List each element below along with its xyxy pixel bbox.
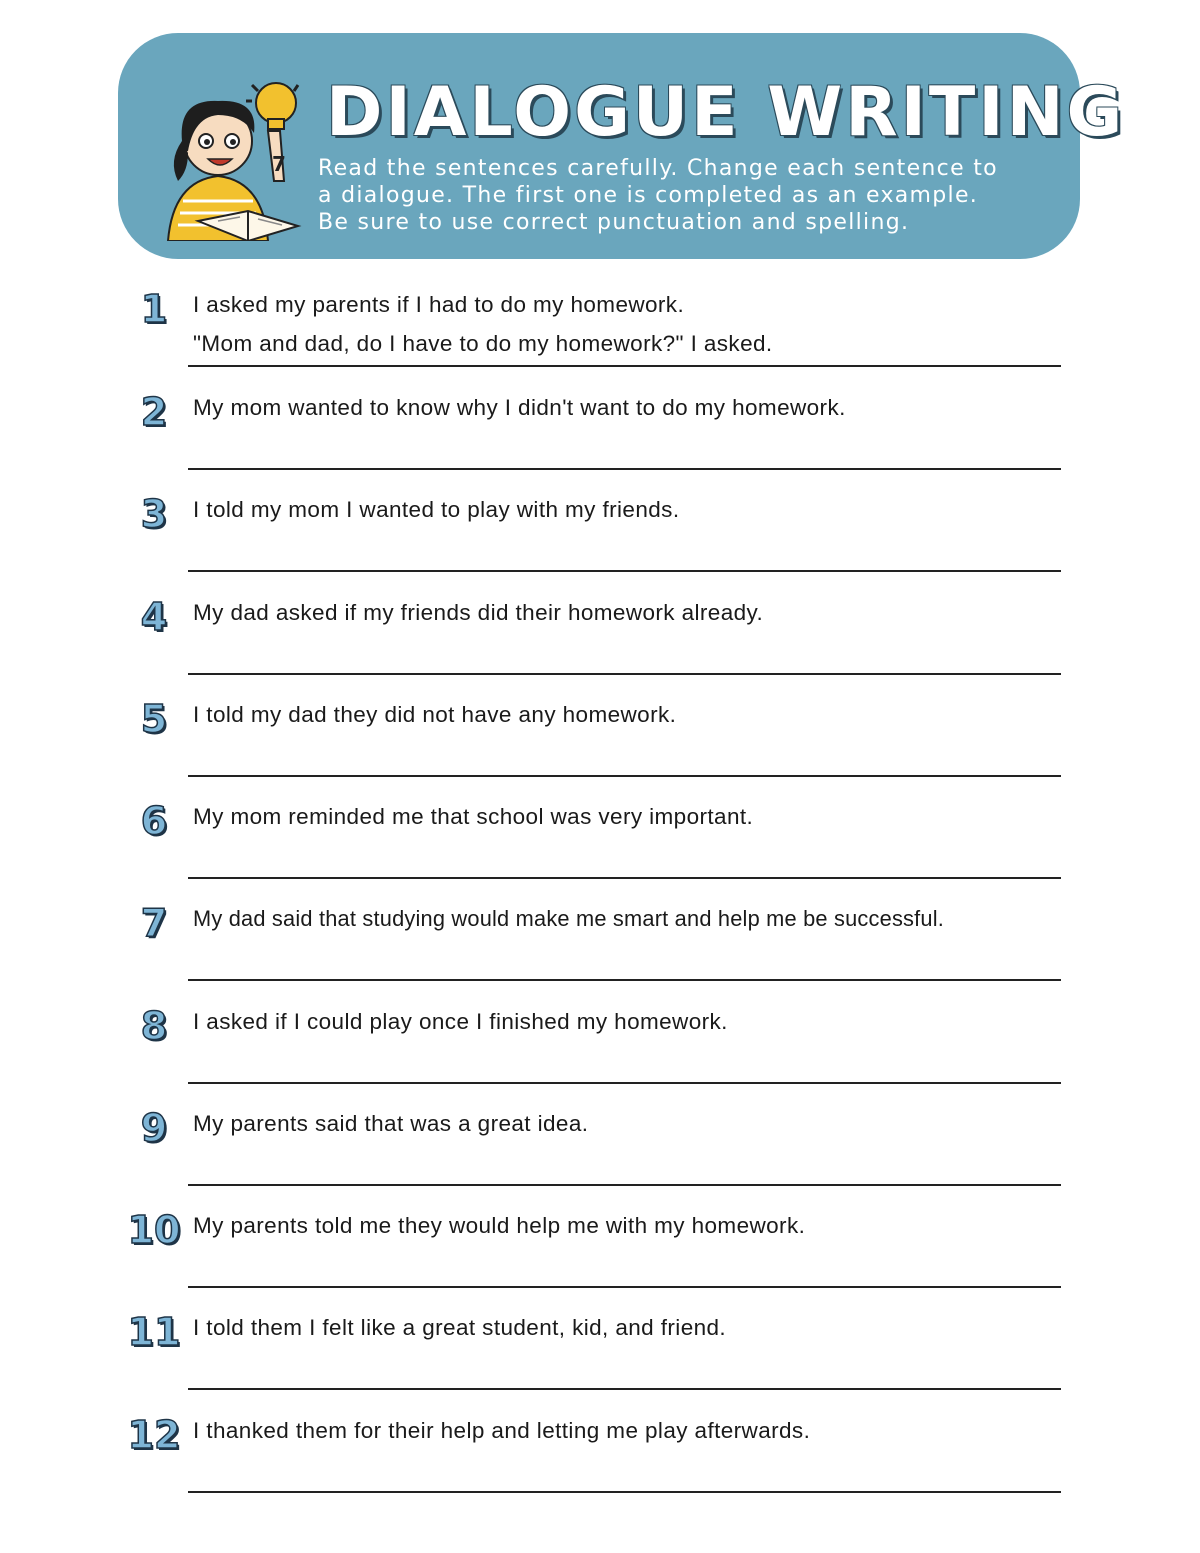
exercise-item [0,1415,1200,1517]
exercise-item [0,289,1200,391]
answer-line [188,877,1061,879]
exercise-item [0,1108,1200,1210]
item-prompt: I told my dad they did not have any homework. [193,702,677,727]
answer-line [188,468,1061,470]
exercise-item [0,392,1200,494]
instruction-line: Be sure to use correct punctuation and spelling. [318,210,910,235]
answer-line [188,1082,1061,1084]
item-prompt: I asked my parents if I had to do my homework. [193,292,685,317]
exercise-item [0,494,1200,596]
item-prompt: My mom wanted to know why I didn't want to do my homework. [193,395,846,420]
answer-line [188,570,1061,572]
answer-line [188,365,1061,367]
item-prompt: I told them I felt like a great student, kid, and friend. [193,1315,727,1340]
item-number: 8 [140,1004,168,1048]
item-number: 6 [140,799,168,843]
item-number: 2 [140,390,168,434]
item-prompt: I thanked them for their help and letting me play afterwards. [193,1418,811,1443]
item-prompt: My parents said that was a great idea. [193,1111,589,1136]
item-prompt: My dad said that studying would make me smart and help me be successful. [193,906,945,931]
item-prompt: I told my mom I wanted to play with my friends. [193,497,680,522]
item-number: 5 [140,697,168,741]
item-number: 9 [140,1106,168,1150]
svg-text:7: 7 [272,152,286,176]
instruction-line: Read the sentences carefully. Change each sentence to [318,156,998,181]
exercise-item [0,903,1200,1005]
item-number: 4 [140,595,168,639]
exercise-item [0,597,1200,699]
exercise-item [0,1312,1200,1414]
item-answer[interactable]: "Mom and dad, do I have to do my homework?" I asked. [193,331,773,356]
exercise-item [0,1006,1200,1108]
item-prompt: My dad asked if my friends did their homework already. [193,600,764,625]
answer-line [188,1184,1061,1186]
answer-line [188,979,1061,981]
item-number: 11 [127,1310,181,1354]
item-number: 12 [127,1413,181,1457]
item-prompt: I asked if I could play once I finished my homework. [193,1009,728,1034]
item-number: 3 [140,492,168,536]
item-number: 10 [127,1208,181,1252]
page-title: DIALOGUE WRITING [326,73,1126,152]
item-prompt: My parents told me they would help me with my homework. [193,1213,806,1238]
answer-line [188,1286,1061,1288]
answer-line [188,1388,1061,1390]
exercise-item [0,1210,1200,1312]
instruction-line: a dialogue. The first one is completed as an example. [318,183,979,208]
item-number: 7 [140,901,168,945]
answer-line [188,1491,1061,1493]
answer-line [188,775,1061,777]
item-prompt: My mom reminded me that school was very important. [193,804,754,829]
item-number: 1 [140,287,168,331]
exercise-item [0,699,1200,801]
answer-line [188,673,1061,675]
exercise-item [0,801,1200,903]
